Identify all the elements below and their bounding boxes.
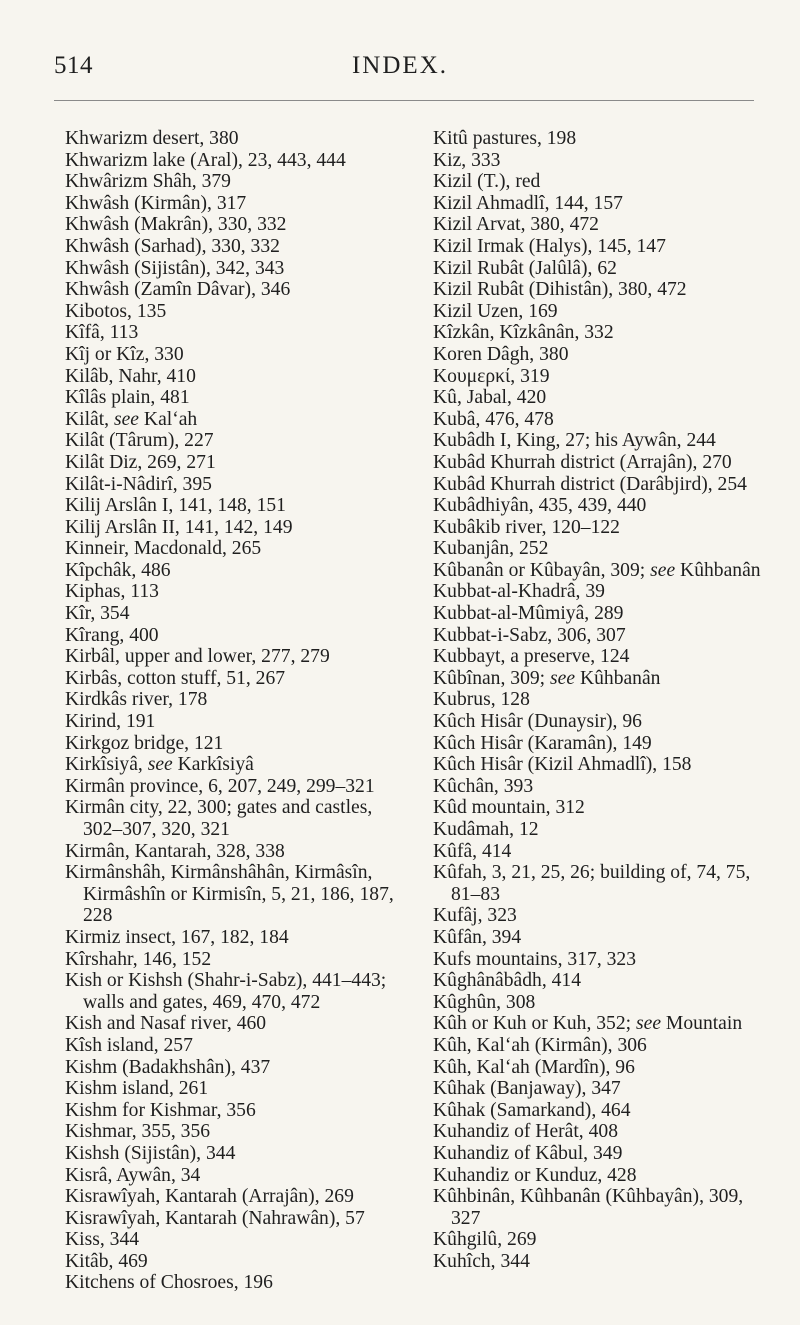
index-entry: Khwâsh (Makrân), 330, 332 <box>65 214 287 236</box>
running-head-title: INDEX. <box>351 52 448 79</box>
index-entry: Kirmânshâh, Kirmânshâhân, Kirmâsîn, Kirmâshîn or Kirmisîn, 5, 21, 186, 187, 228 <box>65 862 394 927</box>
index-entry: Kîfâ, 113 <box>65 322 139 344</box>
index-entry: Kibotos, 135 <box>65 300 167 322</box>
index-entry: Kûbînan, 309; see Kûhbanân <box>433 667 661 689</box>
index-entry: Kilâb, Nahr, 410 <box>65 365 196 387</box>
index-entry: Kirbâl, upper and lower, 277, 279 <box>65 646 330 668</box>
index-entry: Kûh, Kal‘ah (Kirmân), 306 <box>433 1034 647 1056</box>
index-entry: Khwâsh (Sijistân), 342, 343 <box>65 257 285 279</box>
index-entry: Kûhak (Samarkand), 464 <box>433 1099 631 1121</box>
index-entry: Kîpchâk, 486 <box>65 559 171 581</box>
index-column-left <box>65 128 401 1294</box>
index-entry: Kish or Kishsh (Shahr-i-Sabz), 441–443; walls and gates, 469, 470, 472 <box>65 970 387 1013</box>
index-entry: Kubâkib river, 120–122 <box>433 516 620 538</box>
index-entry: Kilât, see Kal‘ah <box>65 408 198 430</box>
index-entry: Kîlâs plain, 481 <box>65 387 190 409</box>
index-entry: Kizil Uzen, 169 <box>433 300 558 322</box>
index-entry: Κουμερκί, 319 <box>433 365 550 387</box>
page-number: 514 <box>54 52 93 79</box>
index-entry: Kûfân, 394 <box>433 926 522 948</box>
index-entry: Kufâj, 323 <box>433 905 517 927</box>
index-entry: Kubâ, 476, 478 <box>433 408 554 430</box>
index-entry: Kufs mountains, 317, 323 <box>433 948 637 970</box>
index-entry: Kirdkâs river, 178 <box>65 689 208 711</box>
index-entry: Kubbat-i-Sabz, 306, 307 <box>433 624 626 646</box>
index-entry: Kû, Jabal, 420 <box>433 387 547 409</box>
index-entry: Kizil Ahmadlî, 144, 157 <box>433 192 623 214</box>
index-entry: Kirmân, Kantarah, 328, 338 <box>65 840 285 862</box>
index-entry: Kûbanân or Kûbayân, 309; see Kûhbanân <box>433 559 761 581</box>
index-entry: Kîj or Kîz, 330 <box>65 343 184 365</box>
index-entry: Kubâdh I, King, 27; his Aywân, 244 <box>433 430 716 452</box>
index-entry: Kishm for Kishmar, 356 <box>65 1099 256 1121</box>
index-entry: Khwarizm desert, 380 <box>65 128 239 149</box>
index-entry: Kiz, 333 <box>433 149 501 171</box>
index-entry: Kilât-i-Nâdirî, 395 <box>65 473 212 495</box>
index-entry: Khwâsh (Zamîn Dâvar), 346 <box>65 279 291 301</box>
index-entry: Kûch Hisâr (Dunaysir), 96 <box>433 711 642 733</box>
index-entry: Kûghânâbâdh, 414 <box>433 970 582 992</box>
index-entry: Kisrawîyah, Kantarah (Arrajân), 269 <box>65 1186 354 1208</box>
index-entry: Kiphas, 113 <box>65 581 159 603</box>
index-entry: Kilât Diz, 269, 271 <box>65 451 216 473</box>
index-entry: Kubrus, 128 <box>433 689 530 711</box>
index-entry: Kûh, Kal‘ah (Mardîn), 96 <box>433 1056 635 1078</box>
index-entry: Kizil (T.), red <box>433 171 541 193</box>
index-entry: Kiss, 344 <box>65 1229 140 1251</box>
index-entry: Kishm island, 261 <box>65 1078 209 1100</box>
index-entry: Kuhandiz of Herât, 408 <box>433 1121 618 1143</box>
index-entry: Kisrâ, Aywân, 34 <box>65 1164 201 1186</box>
index-entry: Kishsh (Sijistân), 344 <box>65 1142 236 1164</box>
page-header <box>0 52 800 92</box>
index-entry: Kûfah, 3, 21, 25, 26; building of, 74, 75, 81–83 <box>433 862 751 905</box>
index-entry: Kûghûn, 308 <box>433 991 536 1013</box>
index-entry: Kûhbinân, Kûhbanân (Kûhbayân), 309, 327 <box>433 1186 744 1229</box>
index-entry: Kitchens of Chosroes, 196 <box>65 1272 273 1294</box>
index-entry: Kubanjân, 252 <box>433 538 549 560</box>
index-entry: Kizil Rubât (Dihistân), 380, 472 <box>433 279 687 301</box>
index-entry: Kîr, 354 <box>65 603 130 625</box>
index-entry: Kizil Irmak (Halys), 145, 147 <box>433 235 666 257</box>
index-entry: Kuhandiz or Kunduz, 428 <box>433 1164 637 1186</box>
index-entry: Kuhîch, 344 <box>433 1250 530 1272</box>
index-entry: Kizil Arvat, 380, 472 <box>433 214 599 236</box>
index-entry: Kîsh island, 257 <box>65 1034 193 1056</box>
index-entry: Koren Dâgh, 380 <box>433 343 569 365</box>
index-entry: Kirkgoz bridge, 121 <box>65 732 224 754</box>
index-entry: Kubâdhiyân, 435, 439, 440 <box>433 495 647 517</box>
index-entry: Kûchân, 393 <box>433 775 534 797</box>
index-entry: Kilât (Târum), 227 <box>65 430 214 452</box>
index-entry: Kûch Hisâr (Kizil Ahmadlî), 158 <box>433 754 692 776</box>
index-entry: Kubâd Khurrah district (Darâbjird), 254 <box>433 473 747 495</box>
index-entry: Kûfâ, 414 <box>433 840 512 862</box>
index-entry: Khwârizm Shâh, 379 <box>65 171 231 193</box>
index-entry: Kûhak (Banjaway), 347 <box>433 1078 621 1100</box>
index-entry: Kîzkân, Kîzkânân, 332 <box>433 322 614 344</box>
index-entry: Khwâsh (Sarhad), 330, 332 <box>65 235 280 257</box>
header-rule <box>54 100 754 101</box>
index-entry: Kîrang, 400 <box>65 624 159 646</box>
index-entry: Kûh or Kuh or Kuh, 352; see Mountain <box>433 1013 743 1035</box>
index-entry: Kirkîsiyâ, see Karkîsiyâ <box>65 754 254 776</box>
index-entry: Kudâmah, 12 <box>433 819 539 840</box>
index-entry: Kirmiz insect, 167, 182, 184 <box>65 926 289 948</box>
index-entry: Kûhgilû, 269 <box>433 1229 537 1251</box>
index-entry: Kishmar, 355, 356 <box>65 1121 211 1143</box>
index-entry: Kitû pastures, 198 <box>433 128 577 149</box>
index-entry: Kubâd Khurrah district (Arrajân), 270 <box>433 451 732 473</box>
index-entry: Kirmân province, 6, 207, 249, 299–321 <box>65 775 375 797</box>
index-entry: Khwarizm lake (Aral), 23, 443, 444 <box>65 149 346 171</box>
index-entry: Kilij Arslân II, 141, 142, 149 <box>65 516 293 538</box>
index-entry: Kirmân city, 22, 300; gates and castles, 302–307, 320, 321 <box>65 797 373 840</box>
index-entry: Kirind, 191 <box>65 711 156 733</box>
index-entry: Kubbat-al-Khadrâ, 39 <box>433 581 605 603</box>
index-entry: Kish and Nasaf river, 460 <box>65 1013 267 1035</box>
index-entry: Khwâsh (Kirmân), 317 <box>65 192 247 214</box>
index-entry: Kubbat-al-Mûmiyâ, 289 <box>433 603 624 625</box>
index-entry: Kilij Arslân I, 141, 148, 151 <box>65 495 286 517</box>
index-entry: Kizil Rubât (Jalûlâ), 62 <box>433 257 617 279</box>
index-entry: Kuhandiz of Kâbul, 349 <box>433 1142 623 1164</box>
index-entry: Kûch Hisâr (Karamân), 149 <box>433 732 652 754</box>
index-entry: Kinneir, Macdonald, 265 <box>65 538 262 560</box>
index-entry: Kîrshahr, 146, 152 <box>65 948 212 970</box>
index-entry: Kubbayt, a preserve, 124 <box>433 646 630 668</box>
index-entry: Kishm (Badakhshân), 437 <box>65 1056 271 1078</box>
index-column-right <box>433 128 769 1272</box>
index-entry: Kitâb, 469 <box>65 1250 148 1272</box>
index-entry: Kisrawîyah, Kantarah (Nahrawân), 57 <box>65 1207 365 1229</box>
index-entry: Kûd mountain, 312 <box>433 797 585 819</box>
index-entry: Kirbâs, cotton stuff, 51, 267 <box>65 667 286 689</box>
